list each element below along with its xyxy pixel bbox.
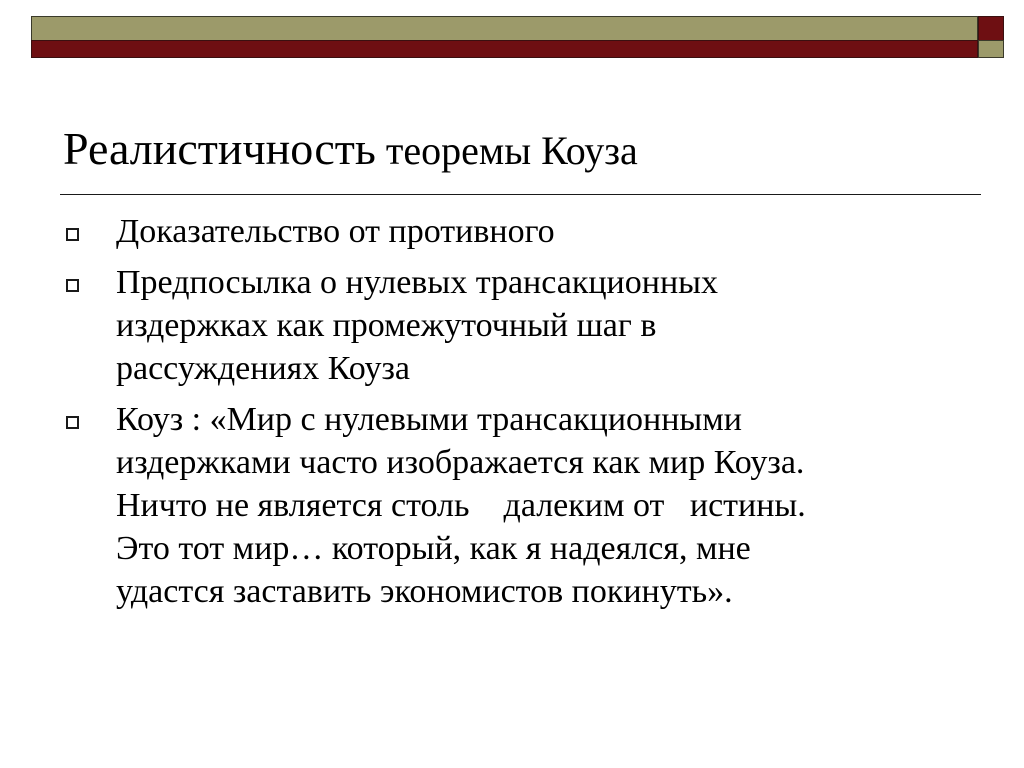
bullet-text-line: издержках как промежуточный шаг в: [116, 307, 657, 344]
square-bullet-icon: [66, 228, 79, 241]
slide-title-rest: теоремы Коуза: [375, 128, 638, 173]
header-banner-dark-red: [31, 40, 978, 58]
square-bullet-icon: [66, 416, 79, 429]
bullet-text-line: Коуз : «Мир с нулевыми трансакционными: [116, 401, 742, 438]
slide-title-main: Реалистичность: [63, 123, 376, 174]
corner-square-olive: [978, 40, 1004, 58]
bullet-text-line: рассуждениях Коуза: [116, 350, 410, 387]
bullet-text-line: Ничто не является столь далеким от истины.: [116, 487, 806, 524]
bullet-text-line: издержками часто изображается как мир Коуза.: [116, 444, 805, 481]
bullet-text-line: удастся заставить экономистов покинуть».: [116, 573, 733, 610]
bullet-text-line: Доказательство от противного: [116, 213, 555, 250]
title-underline: [60, 194, 981, 195]
square-bullet-icon: [66, 279, 79, 292]
bullet-item: [66, 398, 956, 613]
bullet-list: [66, 210, 956, 621]
bullet-text-line: Предпосылка о нулевых трансакционных: [116, 264, 718, 301]
bullet-text-line: Это тот мир… который, как я надеялся, мне: [116, 530, 751, 567]
header-banner-olive: [31, 16, 978, 41]
bullet-item: [66, 261, 956, 390]
corner-square-dark-red: [978, 16, 1004, 41]
slide-title: [63, 123, 638, 174]
bullet-item: [66, 210, 956, 253]
